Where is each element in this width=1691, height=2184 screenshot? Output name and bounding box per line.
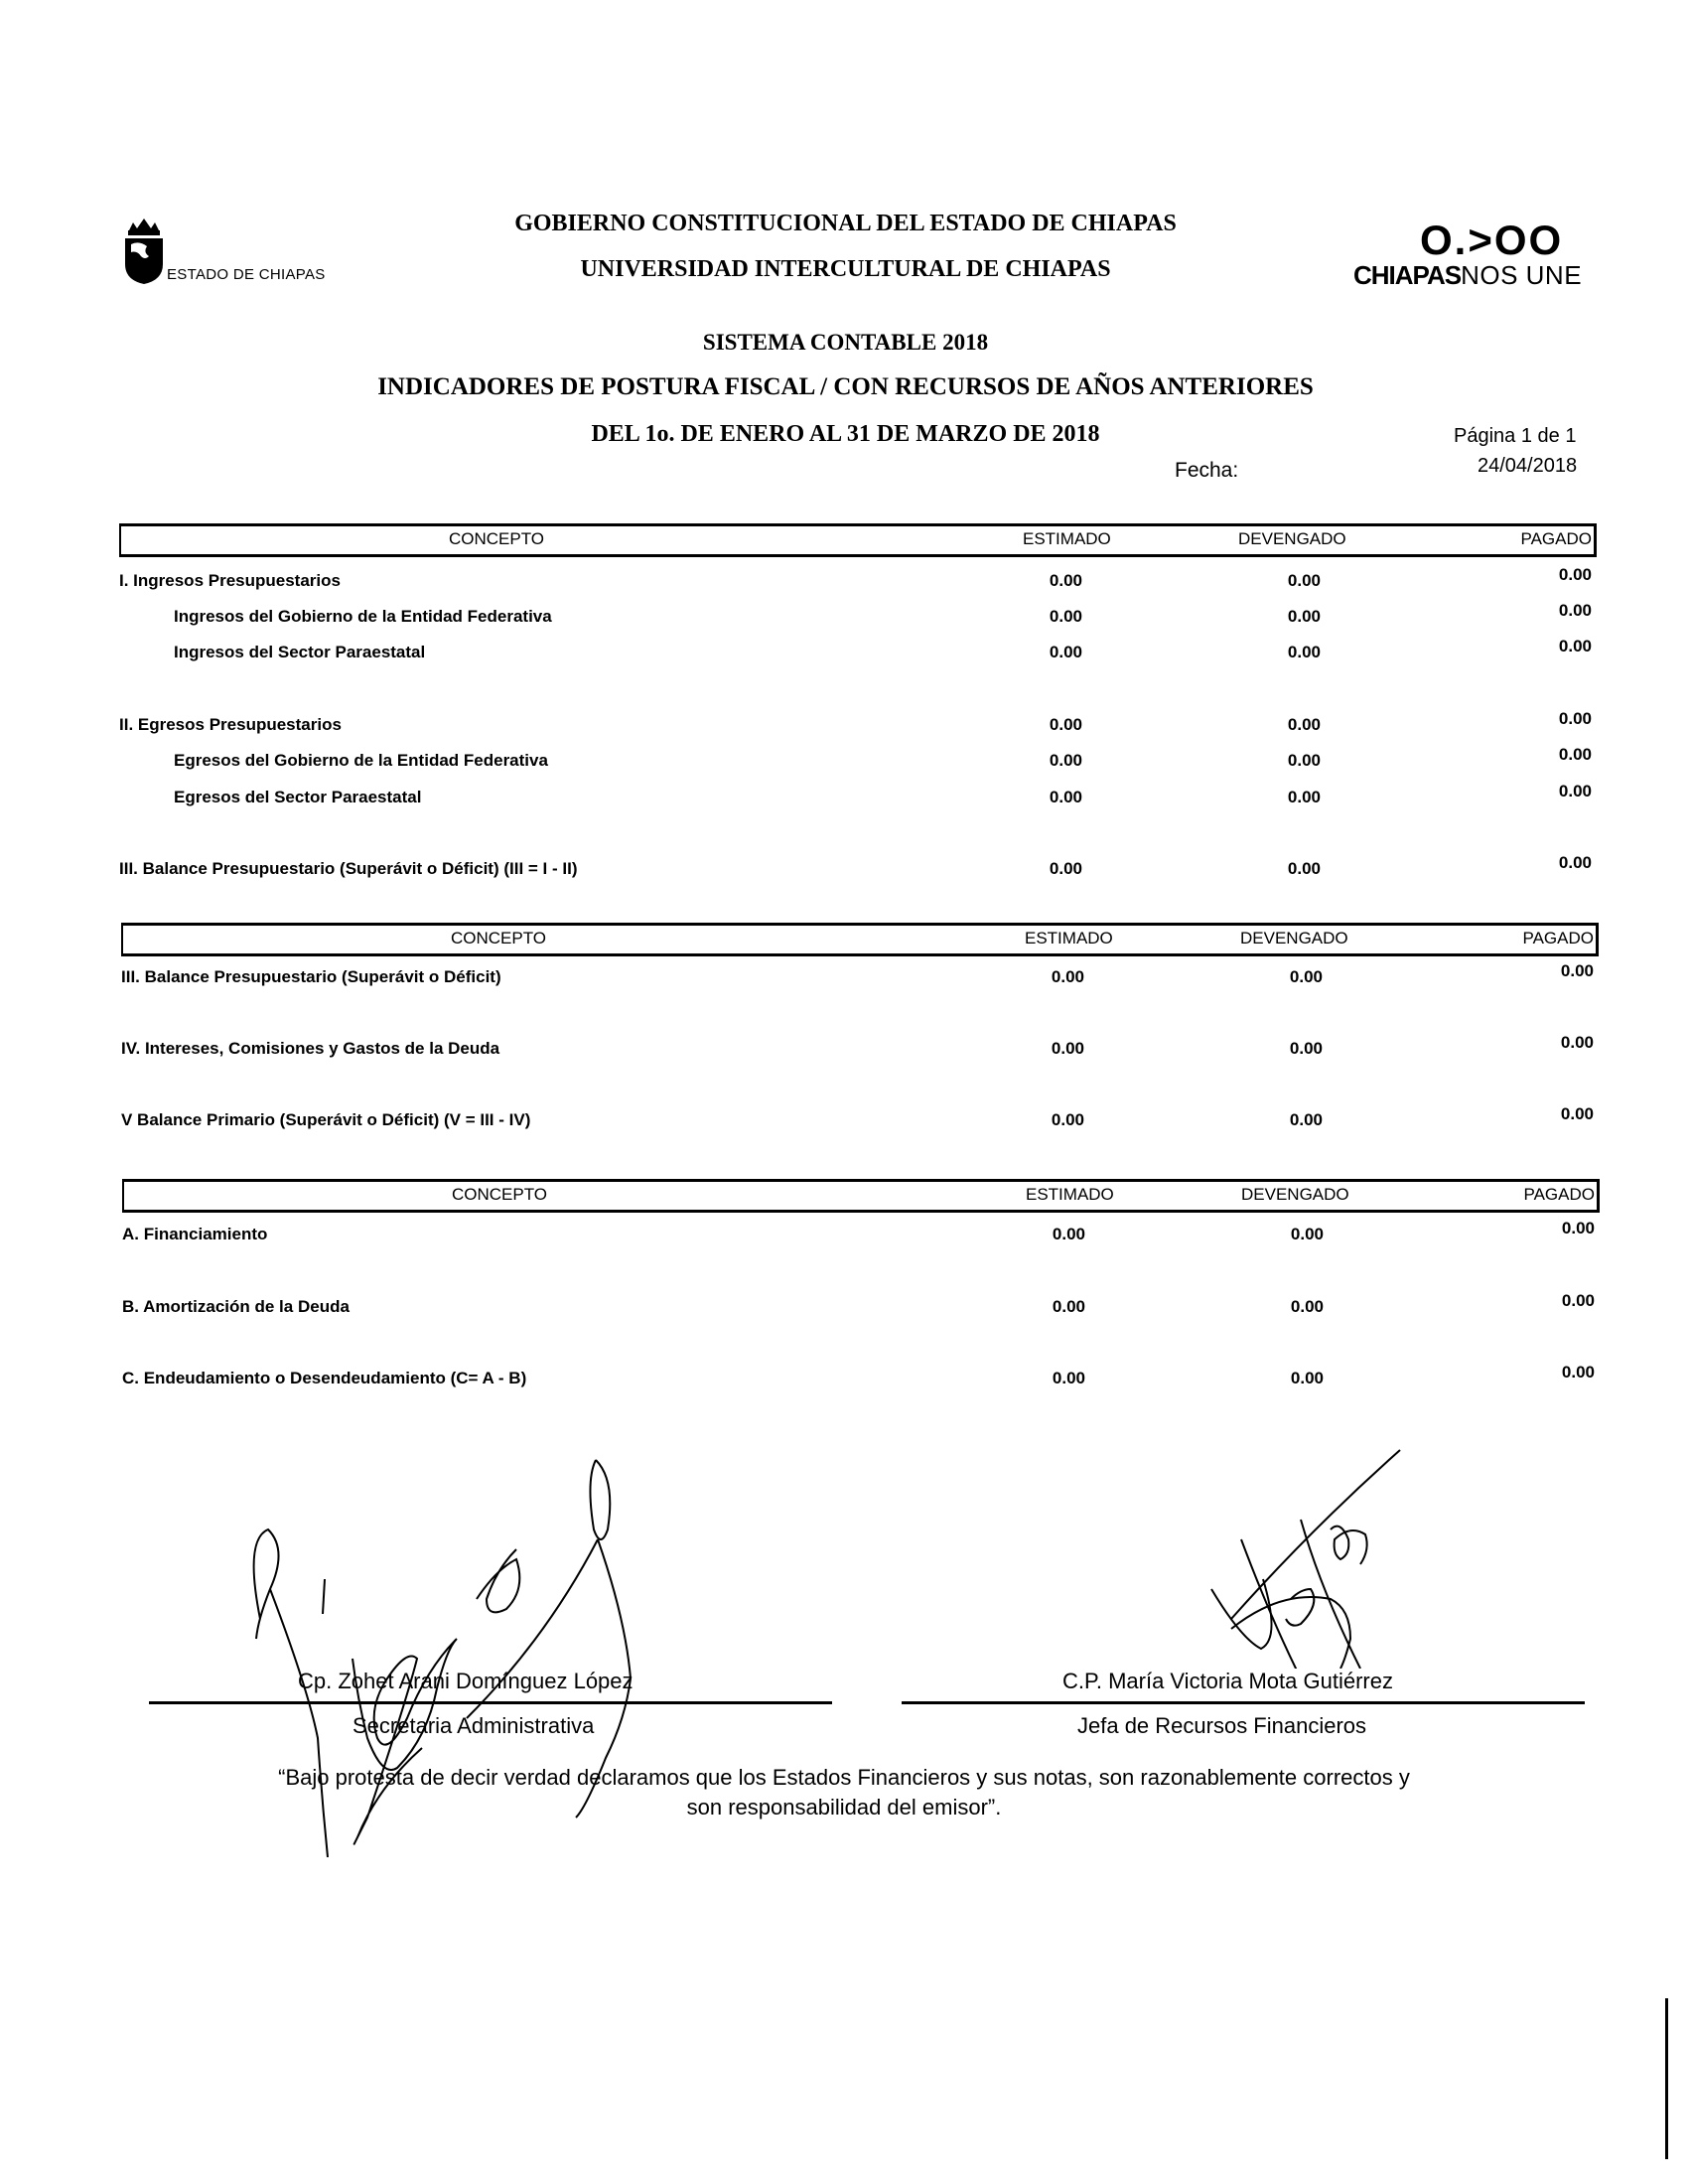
- disclaimer-line-1: “Bajo protesta de decir verdad declaramos que los Estados Financieros y sus notas, son razonablemente correctos y: [278, 1765, 1410, 1790]
- budget-balance-table: [119, 523, 1597, 878]
- col-concepto: CONCEPTO: [452, 1185, 548, 1204]
- row-pagado: 0.00: [1558, 745, 1592, 764]
- row-estimado: 0.00: [1049, 607, 1082, 626]
- row-estimado: 0.00: [1052, 1369, 1085, 1387]
- row-pagado: 0.00: [1558, 853, 1592, 872]
- system-title: SISTEMA CONTABLE 2018: [702, 330, 989, 355]
- table-row: [122, 1219, 1600, 1248]
- col-pagado: PAGADO: [1523, 1185, 1595, 1204]
- chiapas-logo-bold: CHIAPAS: [1353, 260, 1462, 290]
- table-row: [119, 853, 1597, 883]
- row-devengado: 0.00: [1290, 1225, 1324, 1243]
- row-estimado: 0.00: [1051, 1110, 1084, 1129]
- row-devengado: 0.00: [1287, 859, 1321, 878]
- chiapas-nos-une-logo-text: [1353, 260, 1582, 291]
- row-devengado: 0.00: [1287, 715, 1321, 734]
- table-row: [119, 745, 1597, 775]
- table-row: [119, 601, 1597, 631]
- row-devengado: 0.00: [1287, 571, 1321, 590]
- report-title: INDICADORES DE POSTURA FISCAL / CON RECURSOS DE AÑOS ANTERIORES: [377, 373, 1314, 400]
- row-estimado: 0.00: [1052, 1225, 1085, 1243]
- report-period: DEL 1o. DE ENERO AL 31 DE MARZO DE 2018: [591, 421, 1100, 447]
- row-estimado: 0.00: [1049, 571, 1082, 590]
- table-row: [121, 961, 1599, 991]
- col-devengado: DEVENGADO: [1238, 529, 1346, 548]
- scan-edge-mark: [1665, 1998, 1668, 2159]
- row-estimado: 0.00: [1051, 1039, 1084, 1058]
- row-estimado: 0.00: [1051, 967, 1084, 986]
- table-header: [122, 1179, 1600, 1213]
- table-row: [119, 637, 1597, 666]
- table-row: [119, 565, 1597, 595]
- col-devengado: DEVENGADO: [1240, 929, 1348, 947]
- col-pagado: PAGADO: [1520, 529, 1592, 548]
- row-estimado: 0.00: [1049, 715, 1082, 734]
- table-header: [121, 923, 1599, 956]
- table-row: [121, 1104, 1599, 1134]
- disclaimer-line-2: son responsabilidad del emisor”.: [686, 1795, 1002, 1820]
- row-pagado: 0.00: [1560, 1033, 1594, 1052]
- row-estimado: 0.00: [1049, 751, 1082, 770]
- row-concepto: A. Financiamiento: [122, 1225, 268, 1243]
- date-value: 24/04/2018: [1478, 455, 1578, 477]
- table-row: [122, 1291, 1600, 1321]
- row-concepto: Egresos del Sector Paraestatal: [174, 788, 422, 806]
- table-row: [119, 782, 1597, 811]
- estado-de-chiapas-label: ESTADO DE CHIAPAS: [167, 266, 326, 283]
- table-row: [119, 709, 1597, 739]
- row-concepto: B. Amortización de la Deuda: [122, 1297, 350, 1316]
- row-concepto: Ingresos del Gobierno de la Entidad Federativa: [174, 607, 552, 626]
- row-devengado: 0.00: [1289, 967, 1323, 986]
- signature-line-2: [902, 1701, 1585, 1704]
- table-row: [122, 1363, 1600, 1392]
- row-concepto: Ingresos del Sector Paraestatal: [174, 643, 426, 661]
- row-concepto: V Balance Primario (Superávit o Déficit) (V = III - IV): [121, 1110, 531, 1129]
- chiapas-nos-une-logo-icon: O.>OO: [1420, 217, 1564, 263]
- row-devengado: 0.00: [1289, 1110, 1323, 1129]
- row-concepto: I. Ingresos Presupuestarios: [119, 571, 341, 590]
- row-estimado: 0.00: [1049, 859, 1082, 878]
- row-concepto: II. Egresos Presupuestarios: [119, 715, 342, 734]
- row-devengado: 0.00: [1287, 788, 1321, 806]
- col-concepto: CONCEPTO: [449, 529, 545, 548]
- row-concepto: III. Balance Presupuestario (Superávit o Déficit): [121, 967, 501, 986]
- table-header: [119, 523, 1597, 557]
- handwritten-signature-right-icon: [1201, 1430, 1420, 1669]
- row-concepto: III. Balance Presupuestario (Superávit o Déficit) (III = I - II): [119, 859, 578, 878]
- col-devengado: DEVENGADO: [1241, 1185, 1349, 1204]
- row-devengado: 0.00: [1289, 1039, 1323, 1058]
- university-title: UNIVERSIDAD INTERCULTURAL DE CHIAPAS: [580, 256, 1111, 282]
- row-pagado: 0.00: [1558, 637, 1592, 655]
- row-concepto: IV. Intereses, Comisiones y Gastos de la Deuda: [121, 1039, 500, 1058]
- disclaimer: [199, 1763, 1489, 1822]
- primary-balance-table: [121, 923, 1599, 1129]
- row-pagado: 0.00: [1561, 1219, 1595, 1238]
- row-pagado: 0.00: [1561, 1363, 1595, 1382]
- col-estimado: ESTIMADO: [1026, 1185, 1114, 1204]
- row-concepto: C. Endeudamiento o Desendeudamiento (C= A - B): [122, 1369, 527, 1387]
- row-pagado: 0.00: [1561, 1291, 1595, 1310]
- row-devengado: 0.00: [1287, 607, 1321, 626]
- row-devengado: 0.00: [1290, 1297, 1324, 1316]
- row-estimado: 0.00: [1049, 643, 1082, 661]
- page-number: Página 1 de 1: [1454, 425, 1577, 447]
- row-devengado: 0.00: [1287, 751, 1321, 770]
- signer-2-name: C.P. María Victoria Mota Gutiérrez: [1062, 1669, 1393, 1693]
- row-pagado: 0.00: [1560, 1104, 1594, 1123]
- table-row: [121, 1033, 1599, 1063]
- row-pagado: 0.00: [1560, 961, 1594, 980]
- row-estimado: 0.00: [1049, 788, 1082, 806]
- signer-1-name: Cp. Zohet Arani Domínguez López: [298, 1669, 634, 1693]
- col-estimado: ESTIMADO: [1023, 529, 1111, 548]
- financing-table: [122, 1179, 1600, 1387]
- nos-une-logo-light: NOS UNE: [1461, 260, 1583, 290]
- row-pagado: 0.00: [1558, 565, 1592, 584]
- row-pagado: 0.00: [1558, 601, 1592, 620]
- col-pagado: PAGADO: [1522, 929, 1594, 947]
- signature-line-1: [149, 1701, 832, 1704]
- row-devengado: 0.00: [1290, 1369, 1324, 1387]
- date-label: Fecha:: [1175, 459, 1239, 482]
- row-pagado: 0.00: [1558, 782, 1592, 801]
- row-pagado: 0.00: [1558, 709, 1592, 728]
- row-devengado: 0.00: [1287, 643, 1321, 661]
- col-estimado: ESTIMADO: [1025, 929, 1113, 947]
- signer-1-title: Secretaria Administrativa: [352, 1713, 595, 1738]
- col-concepto: CONCEPTO: [451, 929, 547, 947]
- row-estimado: 0.00: [1052, 1297, 1085, 1316]
- row-concepto: Egresos del Gobierno de la Entidad Federativa: [174, 751, 548, 770]
- signer-2-title: Jefa de Recursos Financieros: [1077, 1713, 1367, 1738]
- government-title: GOBIERNO CONSTITUCIONAL DEL ESTADO DE CHIAPAS: [514, 211, 1177, 236]
